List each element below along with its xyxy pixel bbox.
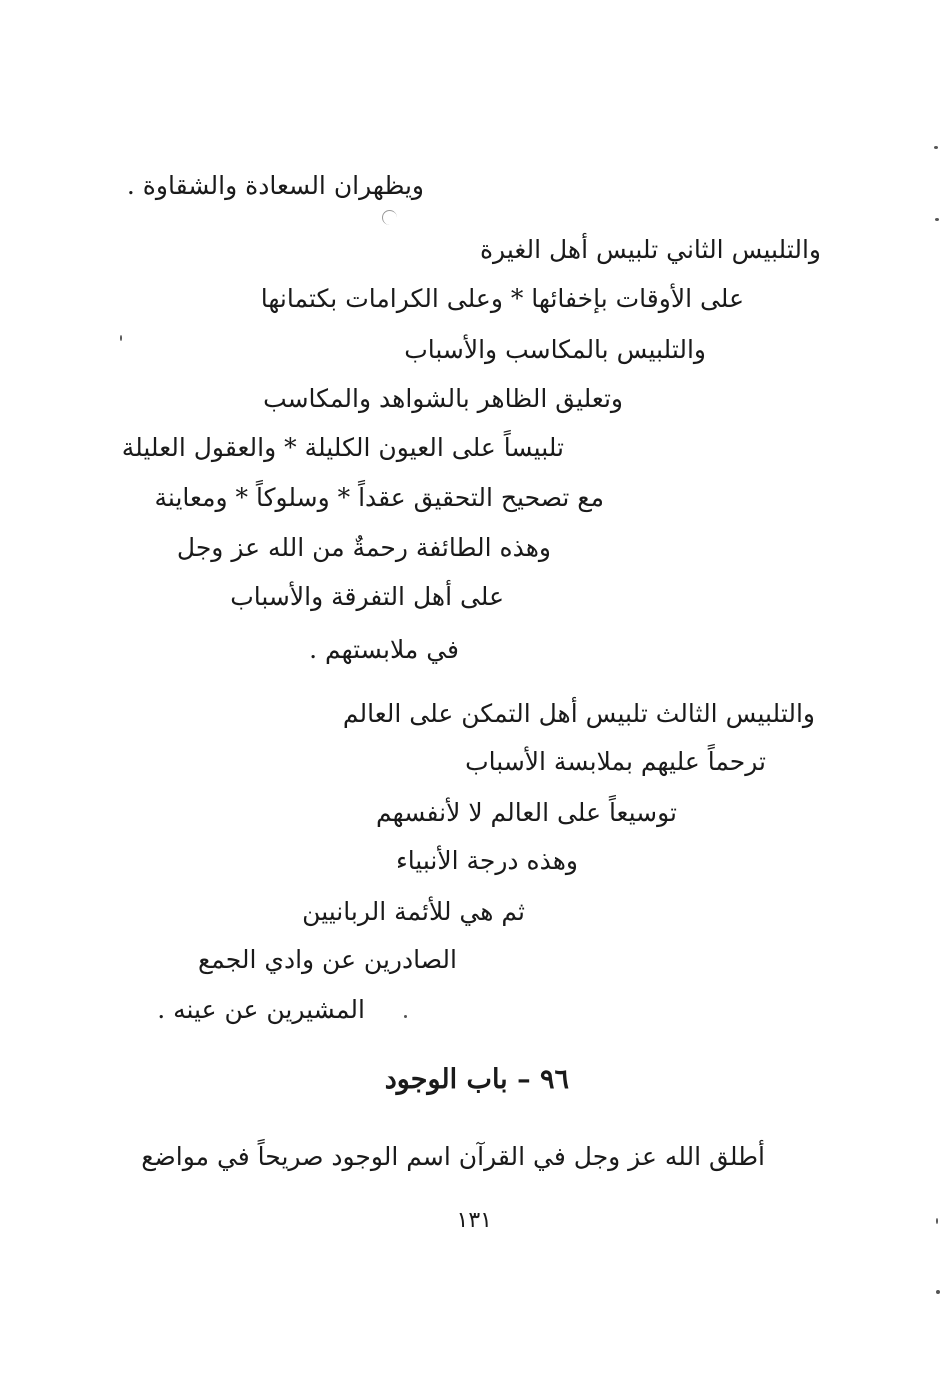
text-line: المشيرين عن عينه . bbox=[157, 995, 365, 1024]
text-line: في ملابستهم . bbox=[309, 635, 459, 664]
scan-speck bbox=[120, 335, 122, 341]
scan-speck bbox=[404, 1015, 407, 1018]
text-line: على أهل التفرقة والأسباب bbox=[230, 582, 504, 611]
page-number: ١٣١ bbox=[456, 1208, 492, 1233]
section-heading: ٩٦ – باب الوجود bbox=[384, 1064, 569, 1095]
text-line: مع تصحيح التحقيق عقداً * وسلوكاً * ومعاينة bbox=[154, 483, 604, 512]
text-line: ثم هي للأئمة الربانيين bbox=[302, 897, 525, 926]
scan-speck bbox=[936, 1218, 938, 1224]
text-line: الصادرين عن وادي الجمع bbox=[197, 945, 457, 974]
scan-speck bbox=[934, 146, 938, 149]
text-line: على الأوقات بإخفائها * وعلى الكرامات بكتمانها bbox=[260, 284, 744, 313]
scan-mark bbox=[382, 210, 397, 225]
text-line: تلبيساً على العيون الكليلة * والعقول العليلة bbox=[121, 433, 564, 462]
text-line: والتلبيس الثالث تلبيس أهل التمكن على العالم bbox=[342, 699, 815, 728]
text-line: ويظهران السعادة والشقاوة . bbox=[126, 171, 424, 200]
body-text-line: أطلق الله عز وجل في القرآن اسم الوجود صريحاً في مواضع bbox=[141, 1142, 765, 1171]
scan-speck bbox=[935, 218, 939, 221]
text-line: وهذه درجة الأنبياء bbox=[395, 846, 578, 875]
text-line: والتلبيس بالمكاسب والأسباب bbox=[404, 335, 706, 364]
text-line: وتعليق الظاهر بالشواهد والمكاسب bbox=[263, 384, 623, 413]
text-line: وهذه الطائفة رحمةٌ من الله عز وجل bbox=[176, 533, 551, 562]
scan-speck bbox=[936, 1290, 940, 1294]
text-line: ترحماً عليهم بملابسة الأسباب bbox=[465, 747, 766, 776]
text-line: والتلبيس الثاني تلبيس أهل الغيرة bbox=[479, 235, 821, 264]
text-line: توسيعاً على العالم لا لأنفسهم bbox=[376, 798, 677, 827]
